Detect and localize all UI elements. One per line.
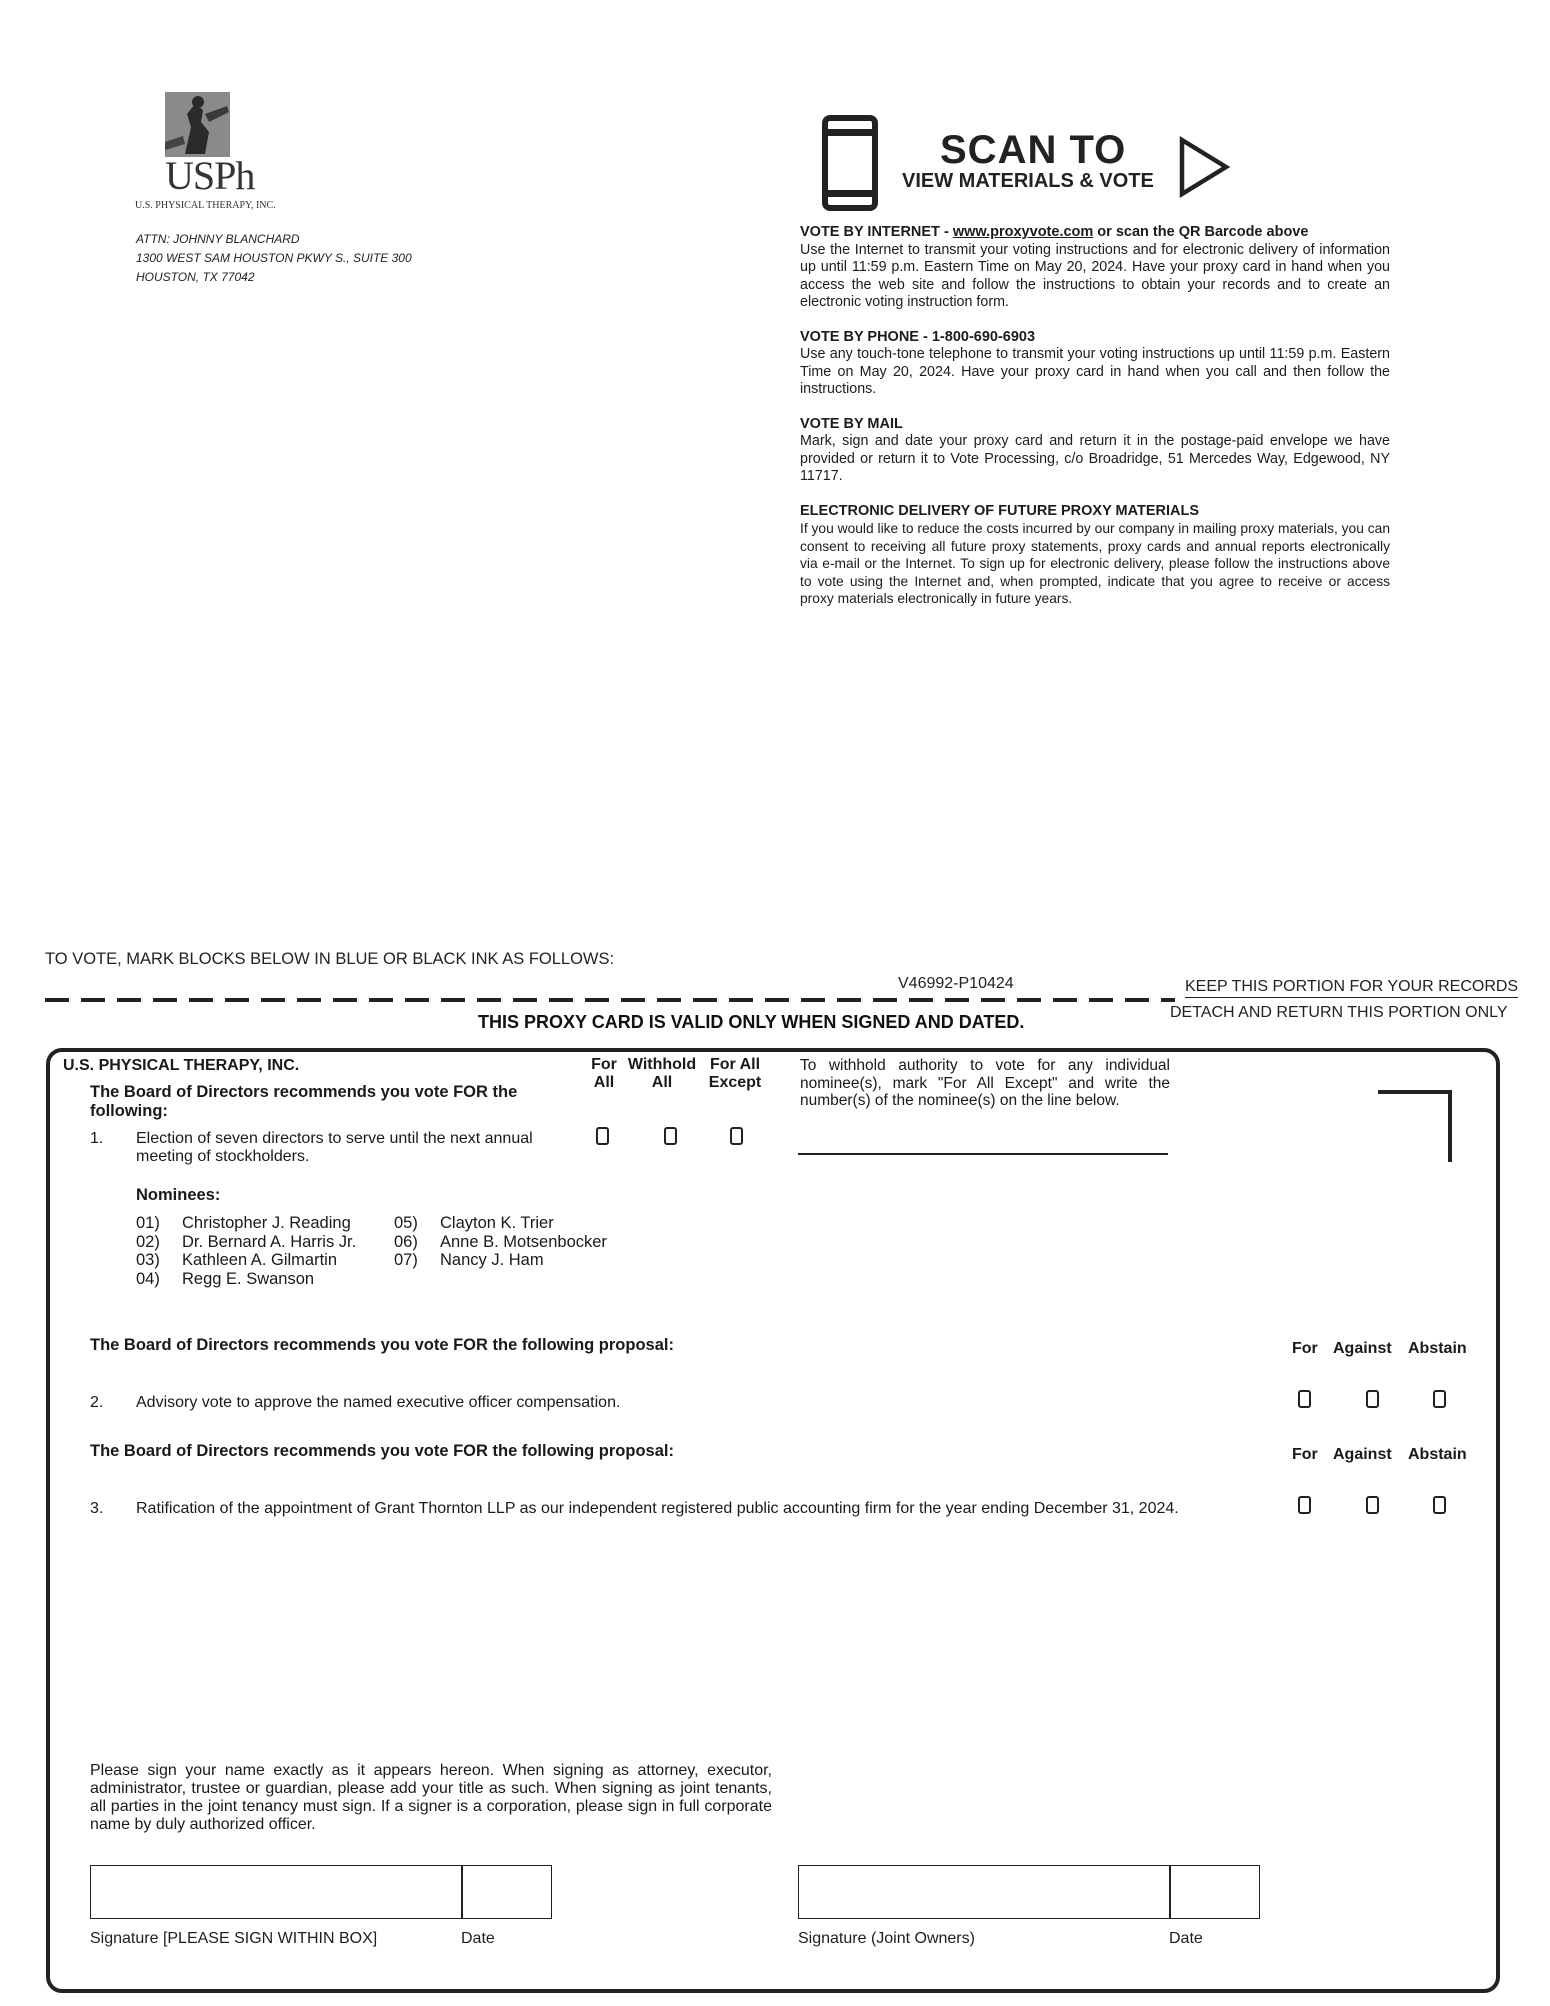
nominee: 05) Clayton K. Trier <box>394 1214 554 1232</box>
signature-label: Signature [PLEASE SIGN WITHIN BOX] <box>90 1930 378 1947</box>
col-abstain: Abstain <box>1408 1340 1467 1357</box>
voting-instructions <box>800 224 1390 625</box>
nominee: 03) Kathleen A. Gilmartin <box>136 1251 337 1269</box>
board-recommendation-2: The Board of Directors recommends you vote FOR the following proposal: <box>90 1336 674 1354</box>
col-withhold-all: Withhold All <box>627 1056 697 1091</box>
item2-number: 2. <box>90 1394 104 1411</box>
control-number: V46992-P10424 <box>898 975 1014 992</box>
withhold-instructions: To withhold authority to vote for any individual nominee(s), mark "For All Except" and write the number(s) of the nominee(s) on the line below. <box>800 1057 1170 1109</box>
mail-heading: VOTE BY MAIL <box>800 415 903 432</box>
phone-body: Use any touch-tone telephone to transmit your voting instructions up until 11:59 p.m. Eastern Time on May 20, 2024. Have your proxy card in hand when you call and then follow the instructions. <box>800 346 1390 397</box>
nominee: 07) Nancy J. Ham <box>394 1251 544 1269</box>
detach-line <box>45 998 1175 1002</box>
proxy-card <box>46 1048 1500 1993</box>
logo-subtitle: U.S. PHYSICAL THERAPY, INC. <box>135 200 276 211</box>
checkbox-for-all[interactable] <box>596 1127 609 1145</box>
mark-instructions: TO VOTE, MARK BLOCKS BELOW IN BLUE OR BLACK INK AS FOLLOWS: <box>45 950 615 968</box>
nominee: 01) Christopher J. Reading <box>136 1214 351 1232</box>
company-logo <box>135 92 276 211</box>
col-for-all-except: For All Except <box>708 1056 762 1091</box>
nominee: 06) Anne B. Motsenbocker <box>394 1232 607 1251</box>
logo-image <box>165 92 230 157</box>
checkbox-for-all-except[interactable] <box>730 1127 743 1145</box>
address-line: ATTN: JOHNNY BLANCHARD <box>136 232 300 246</box>
board-recommendation-3: The Board of Directors recommends you vote FOR the following proposal: <box>90 1442 674 1460</box>
col-against: Against <box>1333 1340 1392 1357</box>
internet-heading: VOTE BY INTERNET - www.proxyvote.com or scan the QR Barcode above <box>800 224 1309 240</box>
item2-text: Advisory vote to approve the named executive officer compensation. <box>136 1394 621 1411</box>
item1-text: Election of seven directors to serve until the next annual meeting of stockholders. <box>136 1130 533 1165</box>
col-against: Against <box>1333 1446 1392 1463</box>
mail-body: Mark, sign and date your proxy card and return it in the postage-paid envelope we have provided or return it to Vote Processing, c/o Broadridge, 51 Mercedes Way, Edgewood, NY 11717. <box>800 433 1390 484</box>
address-line: HOUSTON, TX 77042 <box>136 270 255 284</box>
col-abstain: Abstain <box>1408 1446 1467 1463</box>
board-recommendation-1: The Board of Directors recommends you vote FOR the following: <box>90 1083 518 1120</box>
item3-number: 3. <box>90 1500 104 1517</box>
checkbox-item3-abstain[interactable] <box>1433 1496 1446 1514</box>
nominees-list-left <box>136 1214 356 1288</box>
edelivery-heading: ELECTRONIC DELIVERY OF FUTURE PROXY MATERIALS <box>800 502 1200 519</box>
nominees-list-right <box>394 1214 607 1270</box>
nominee-exception-line[interactable] <box>798 1153 1168 1155</box>
item1-number: 1. <box>90 1130 104 1147</box>
triangle-arrow-icon <box>1178 136 1232 198</box>
keep-portion-label: KEEP THIS PORTION FOR YOUR RECORDS <box>1185 978 1518 998</box>
proxyvote-link[interactable]: www.proxyvote.com <box>952 224 1094 240</box>
mailing-address <box>136 230 412 287</box>
logo-wordmark: USPh <box>165 153 255 198</box>
checkbox-item3-against[interactable] <box>1366 1496 1379 1514</box>
valid-notice: THIS PROXY CARD IS VALID ONLY WHEN SIGNED AND DATED. <box>478 1012 1025 1032</box>
company-name: U.S. PHYSICAL THERAPY, INC. <box>63 1057 300 1074</box>
signature-date-divider <box>461 1866 463 1918</box>
address-line: 1300 WEST SAM HOUSTON PKWY S., SUITE 300 <box>136 251 412 265</box>
signature-date-divider <box>1169 1866 1171 1918</box>
smartphone-icon <box>822 115 878 211</box>
internet-body: Use the Internet to transmit your voting instructions and for electronic delivery of information up until 11:59 p.m. Eastern Time on May 20, 2024. Have your proxy card in hand when you access the web site and follow the instructions to obtain your records and to create an electronic voting instruction form. <box>800 241 1390 310</box>
col-for-all: For All <box>591 1056 617 1091</box>
checkbox-withhold-all[interactable] <box>664 1127 677 1145</box>
item3-text: Ratification of the appointment of Grant Thornton LLP as our independent registered public accounting firm for the year ending December 31, 2024. <box>136 1500 1179 1517</box>
nominee: 04) Regg E. Swanson <box>136 1269 315 1288</box>
signing-instructions: Please sign your name exactly as it appears hereon. When signing as attorney, executor, administrator, trustee or guardian, please add your title as such. When signing as joint tenants, all parties in the joint tenancy must sign. If a signer is a corporation, please sign in full corporate name by duly authorized officer. <box>90 1762 772 1833</box>
scan-title: SCAN TO <box>940 128 1127 172</box>
signature-box[interactable] <box>90 1865 552 1919</box>
phone-heading: VOTE BY PHONE - 1-800-690-6903 <box>800 328 1036 345</box>
checkbox-item3-for[interactable] <box>1298 1496 1311 1514</box>
scan-subtitle: VIEW MATERIALS & VOTE <box>902 170 1154 192</box>
checkbox-item2-abstain[interactable] <box>1433 1390 1446 1408</box>
col-for: For <box>1292 1446 1318 1463</box>
detach-portion-label: DETACH AND RETURN THIS PORTION ONLY <box>1170 1004 1508 1021</box>
nominees-label: Nominees: <box>136 1186 221 1204</box>
edelivery-body: If you would like to reduce the costs incurred by our company in mailing proxy materials, you can consent to receiving all future proxy statements, proxy cards and annual reports electronically via e-mail or the Internet. To sign up for electronic delivery, please follow the instructions above to vote using the Internet and, when prompted, indicate that you agree to receive or access proxy materials electronically in future years. <box>800 521 1390 606</box>
joint-signature-label: Signature (Joint Owners) <box>798 1930 975 1947</box>
checkbox-item2-for[interactable] <box>1298 1390 1311 1408</box>
checkbox-item2-against[interactable] <box>1366 1390 1379 1408</box>
nominee: 02) Dr. Bernard A. Harris Jr. <box>136 1232 357 1251</box>
registration-corner-mark <box>1378 1090 1452 1162</box>
col-for: For <box>1292 1340 1318 1357</box>
date-label: Date <box>461 1930 495 1947</box>
joint-date-label: Date <box>1169 1930 1203 1947</box>
joint-signature-box[interactable] <box>798 1865 1260 1919</box>
